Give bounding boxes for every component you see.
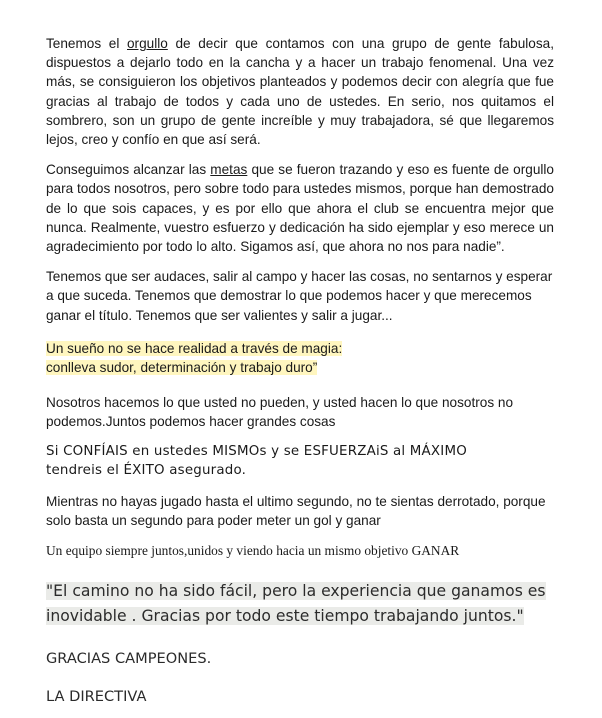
paragraph-orgullo (46, 34, 554, 149)
paragraph-confiais (46, 442, 554, 481)
signature: LA DIRECTIVA (46, 688, 147, 705)
paragraph-equipo: Un equipo siempre juntos,unidos y viendo hacia un mismo objetivo GANAR (46, 543, 460, 559)
paragraph-confiais-line-1: Si CONFÍAIS en ustedes MISMOs y se ESFUERZAiS al MÁXIMO (46, 443, 467, 459)
paragraph-orgullo-start: Tenemos el (46, 36, 127, 51)
paragraph-metas-rest: que se fueron trazando y eso es fuente de orgullo para todos nosotros, pero sobre todo para ustedes mismos, porque han demostrado de lo que sois capaces, y es por ello que ahora el club se encuentra mejor que nunca. Realmente, vuestro esfuerzo y dedicación ha sido ejemplar y eso merece un agradecimiento por todo lo alto. Sigamos así, que ahora no nos para nadie”. (46, 162, 554, 255)
paragraph-metas-start: Conseguimos alcanzar las (46, 162, 211, 178)
paragraph-juntos-line-2: podemos.Juntos podemos hacer grandes cosas (46, 414, 336, 430)
paragraph-juntos (46, 393, 554, 431)
highlighted-quote-line-2: conlleva sudor, determinación y trabajo duro” (46, 360, 318, 376)
paragraph-metas (46, 160, 554, 256)
paragraph-juntos-line-1: Nosotros hacemos lo que usted no pueden, y usted hacen lo que nosotros no (46, 395, 514, 411)
thanks-heading: GRACIAS CAMPEONES. (46, 650, 212, 667)
paragraph-confiais-line-2: tendreis el ÉXITO asegurado. (46, 463, 247, 479)
closing-quote-line-2: inovidable . Gracias por todo este tiempo trabajando juntos." (46, 607, 524, 625)
highlighted-quote-line-1: Un sueño no se hace realidad a través de magia: (46, 340, 343, 356)
paragraph-ultimo-segundo-line-1: Mientras no hayas jugado hasta el ultimo segundo, no te sientas derrotado, porque (46, 493, 546, 509)
paragraph-ultimo-segundo-line-2: solo basta un segundo para poder meter un gol y ganar (46, 512, 381, 528)
paragraph-audaces: Tenemos que ser audaces, salir al campo y hacer las cosas, no sentarnos y esperar a que suceda. Tenemos que demostrar lo que podemos hacer y que merecemos ganar el título. Tenemos que ser valientes y salir a jugar... (46, 269, 553, 323)
paragraph-ultimo-segundo (46, 492, 554, 530)
highlighted-quote (46, 339, 554, 377)
document-body (46, 34, 554, 560)
underlined-orgullo: orgullo (127, 36, 168, 51)
closing-quote-line-1: "El camino no ha sido fácil, pero la experiencia que ganamos es (46, 582, 546, 600)
closing-quote (46, 579, 546, 629)
paragraph-orgullo-rest: de decir que contamos con una grupo de gente fabulosa, dispuestos a dejarlo todo en la cancha y a hacer un trabajo fenomenal. Una vez más, se consiguieron los objetivos planteados y podemos decir con alegría que fue gracias al trabajo de todos y cada uno de ustedes. En serio, nos quitamos el sombrero, son un grupo de gente increíble y muy trabajadora, sé que llegaremos lejos, creo y confío en que así será. (46, 36, 554, 148)
underlined-metas: metas (210, 162, 248, 178)
